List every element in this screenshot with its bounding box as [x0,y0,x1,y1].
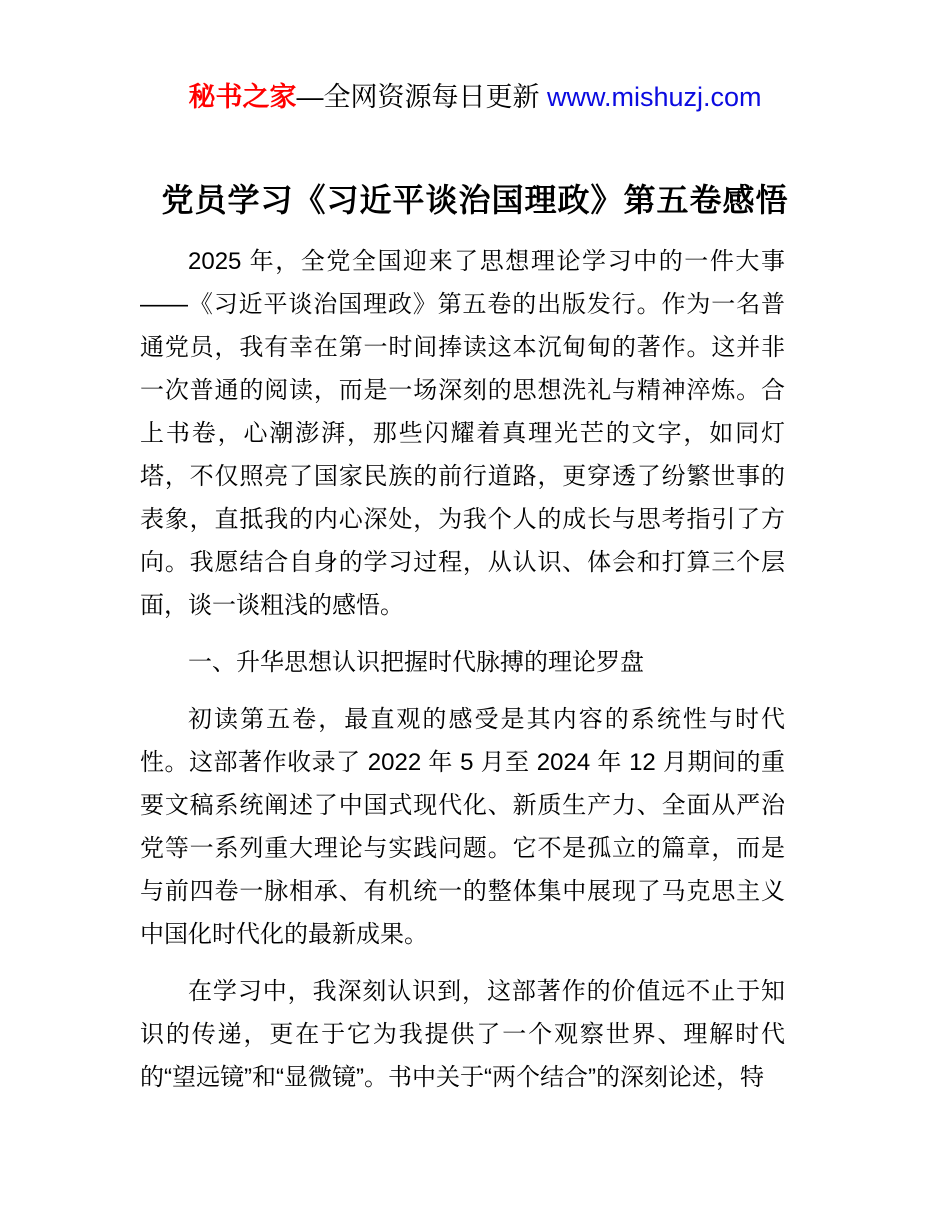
document-body [140,240,785,1099]
document-title: 党员学习《习近平谈治国理政》第五卷感悟 [161,182,789,218]
site-tagline: —全网资源每日更新 [296,82,547,112]
site-header [0,80,950,114]
paragraph-section1-body1: 初读第五卷，最直观的感受是其内容的系统性与时代性。这部著作收录了 2022 年 5 月至 2024 年 12 月期间的重要文稿系统阐述了中国式现代化、新质生产力、全面从严治党等一系列重大理论与实践问题。它不是孤立的篇章，而是与前四卷一脉相承、有机统一的整体集中展现了马克思主义中国化时代化的最新成果。 [140,706,785,948]
paragraph-section1-body2: 在学习中，我深刻认识到，这部著作的价值远不止于知识的传递，更在于它为我提供了一个观察世界、理解时代的“望远镜”和“显微镜”。书中关于“两个结合”的深刻论述，特 [140,978,785,1091]
paragraph-intro: 2025 年，全党全国迎来了思想理论学习中的一件大事——《习近平谈治国理政》第五卷的出版发行。作为一名普通党员，我有幸在第一时间捧读这本沉甸甸的著作。这并非一次普通的阅读，而是一场深刻的思想洗礼与精神淬炼。合上书卷，心潮澎湃，那些闪耀着真理光芒的文字，如同灯塔，不仅照亮了国家民族的前行道路，更穿透了纷繁世事的表象，直抵我的内心深处，为我个人的成长与思考指引了方向。我愿结合自身的学习过程，从认识、体会和打算三个层面，谈一谈粗浅的感悟。 [140,248,785,619]
section-heading-1: 一、升华思想认识把握时代脉搏的理论罗盘 [188,649,644,676]
site-url-link[interactable]: www.mishuzj.com [546,82,762,112]
site-name: 秘书之家 [188,82,297,112]
